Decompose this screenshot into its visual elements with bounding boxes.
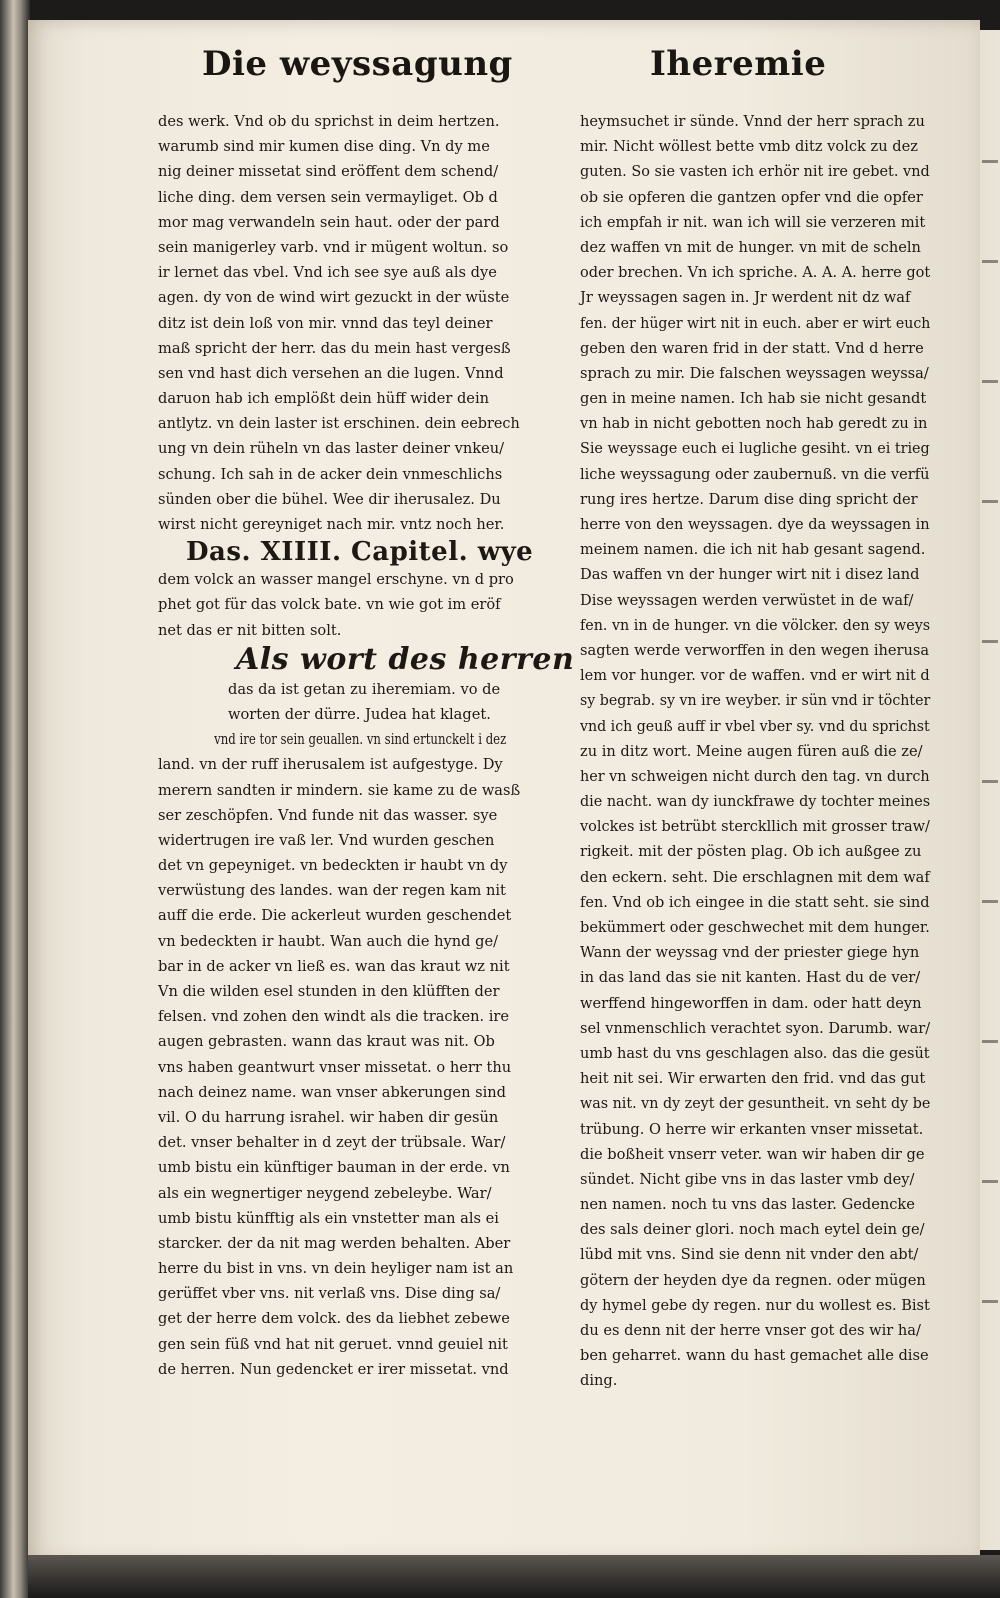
text-line: merern sandten ir mindern. sie kame zu de wasß	[158, 781, 521, 799]
text-line: umb hast du vns geschlagen also. das die gesüt	[580, 1044, 930, 1062]
text-line: ob sie opferen die gantzen opfer vnd die opfer	[580, 188, 923, 206]
text-line: ser zeschöpfen. Vnd funde nit das wasser. sye	[158, 806, 498, 824]
text-line: felsen. vnd zohen den windt als die tracken. ire	[158, 1008, 510, 1026]
text-line: verwüstung des landes. wan der regen kam nit	[158, 882, 506, 900]
text-line: rigkeit. mit der pösten plag. Ob ich außgee zu	[580, 843, 922, 861]
text-line: des sals deiner glori. noch mach eytel dein ge/	[580, 1221, 925, 1239]
text-line: fen. Vnd ob ich eingee in die statt seht. sie sind	[580, 893, 930, 911]
text-line: lem vor hunger. vor de waffen. vnd er wirt nit d	[580, 667, 930, 685]
next-page-text-fragment	[982, 380, 998, 383]
text-line: sy begrab. sy vn ire weyber. ir sün vnd ir töchter	[580, 692, 931, 710]
next-page-text-fragment	[982, 780, 998, 783]
text-line: ir lernet das vbel. Vnd ich see sye auß als dye	[158, 264, 497, 282]
right-text-column	[580, 109, 940, 1394]
text-line: ich empfah ir nit. wan ich will sie verzeren mit	[580, 213, 926, 231]
running-head-left: Die weyssagung	[202, 44, 513, 84]
text-line: vnd ire tor sein geuallen. vn sind ertunckelt i dez	[214, 731, 507, 749]
text-line: ung vn dein rüheln vn das laster deiner vnkeu/	[158, 440, 505, 458]
text-line: gen sein füß vnd hat nit geruet. vnnd geuiel nit	[158, 1335, 508, 1353]
text-line: mor mag verwandeln sein haut. oder der pard	[158, 213, 500, 231]
text-line: Sie weyssage euch ei lugliche gesiht. vn ei trieg	[580, 440, 930, 458]
text-line: in das land das sie nit kanten. Hast du de ver/	[580, 969, 921, 987]
text-line: vn bedeckten ir haubt. Wan auch die hynd ge/	[158, 932, 499, 950]
text-line: was nit. vn dy zeyt der gesuntheit. vn seht dy be	[580, 1095, 931, 1113]
text-line: fen. vn in de hunger. vn die völcker. den sy weys	[580, 616, 931, 634]
next-page-text-fragment	[982, 1040, 998, 1043]
text-line: starcker. der da nit mag werden behalten. Aber	[158, 1234, 511, 1252]
text-line: meinem namen. die ich nit hab gesant sagend.	[580, 541, 926, 559]
text-line: Wann der weyssag vnd der priester giege hyn	[580, 944, 920, 962]
text-line: sünden ober die bühel. Wee dir iherusalez. Du	[158, 490, 501, 508]
chapter-heading: Das. XIIII. Capitel. wye	[186, 537, 534, 568]
text-line: wirst nicht gereyniget nach mir. vntz noch her.	[158, 516, 505, 533]
text-line: sen vnd hast dich versehen an die lugen. Vnnd	[158, 364, 504, 382]
text-line: geben den waren frid in der statt. Vnd d herre	[580, 339, 924, 357]
text-line: als ein wegnertiger neygend zebeleybe. War/	[158, 1184, 492, 1202]
text-line: fen. der hüger wirt nit in euch. aber er wirt euch	[580, 314, 931, 332]
text-line: Dise weyssagen werden verwüstet in de waf/	[580, 591, 914, 609]
next-page-text-fragment	[982, 900, 998, 903]
text-line: trübung. O herre wir erkanten vnser missetat.	[580, 1120, 924, 1138]
next-page-text-fragment	[982, 1300, 998, 1303]
text-line: warumb sind mir kumen dise ding. Vn dy me	[158, 138, 490, 156]
next-page-text-fragment	[982, 1180, 998, 1183]
text-line: Jr weyssagen sagen in. Jr werdent nit dz waf	[580, 289, 911, 307]
text-line: sprach zu mir. Die falschen weyssagen weyssa/	[580, 364, 929, 382]
text-line: umb bistu künfftig als ein vnstetter man als ei	[158, 1209, 499, 1227]
text-line: det vn gepeyniget. vn bedeckten ir haubt vn dy	[158, 857, 508, 875]
left-column-text-after-heading	[158, 677, 528, 1382]
text-line: ditz ist dein loß von mir. vnnd das teyl deiner	[158, 314, 493, 332]
text-line: umb bistu ein künftiger bauman in der erde. vn	[158, 1159, 510, 1177]
text-line: die boßheit vnserr veter. wan wir haben dir ge	[580, 1145, 925, 1163]
text-line: götern der heyden dye da regnen. oder mügen	[580, 1271, 926, 1289]
text-line: de herren. Nun gedencket er irer missetat. vnd	[158, 1360, 509, 1378]
text-line: herre von den weyssagen. dye da weyssagen in	[580, 516, 930, 533]
text-line: oder brechen. Vn ich spriche. A. A. A. herre got	[580, 264, 931, 282]
text-line: bekümmert oder geschwechet mit dem hunger.	[580, 919, 930, 936]
text-line: maß spricht der herr. das du mein hast vergesß	[158, 339, 511, 357]
text-line: Vn die wilden esel stunden in den klüfften der	[158, 983, 500, 1000]
text-line: du es denn nit der herre vnser got des wir ha/	[580, 1322, 921, 1339]
text-line: worten der dürre. Judea hat klaget.	[228, 705, 491, 723]
text-line: dem volck an wasser mangel erschyne. vn d pro	[158, 571, 514, 589]
text-line: bar in de acker vn ließ es. wan das kraut wz nit	[158, 957, 510, 975]
text-line: phet got für das volck bate. vn wie got im eröf	[158, 596, 501, 614]
text-line: get der herre dem volck. des da liebhet zebewe	[158, 1310, 510, 1328]
text-line: vns haben geantwurt vnser missetat. o herr thu	[158, 1058, 512, 1076]
text-line: vil. O du harrung israhel. wir haben dir gesün	[158, 1108, 499, 1126]
text-line: zu in ditz wort. Meine augen füren auß die ze/	[580, 742, 923, 760]
text-line: den eckern. seht. Die erschlagnen mit dem waf	[580, 868, 930, 886]
text-line: mir. Nicht wöllest bette vmb ditz volck zu dez	[580, 138, 918, 156]
text-line: sel vnmenschlich verachtet syon. Darumb. war/	[580, 1019, 931, 1037]
text-line: dez waffen vn mit de hunger. vn mit de scheln	[580, 238, 921, 256]
text-line: net das er nit bitten solt.	[158, 621, 342, 639]
text-line: herre du bist in vns. vn dein heyliger nam ist an	[158, 1260, 514, 1278]
text-line: heymsuchet ir sünde. Vnnd der herr sprach zu	[580, 113, 925, 130]
running-head-right: Iheremie	[650, 44, 827, 84]
text-line: antlytz. vn dein laster ist erschinen. dein eebrech	[158, 415, 520, 433]
text-line: liche ding. dem versen sein vermayliget. Ob d	[158, 188, 498, 206]
text-line: heit nit sei. Wir erwarten den frid. vnd das gut	[580, 1070, 926, 1088]
next-page-text-fragment	[982, 160, 998, 163]
next-page-text-fragment	[982, 640, 998, 643]
left-column-text-before-heading	[158, 109, 528, 537]
text-line: das da ist getan zu iheremiam. vo de	[228, 680, 501, 698]
text-line: liche weyssagung oder zaubernuß. vn die verfü	[580, 465, 930, 483]
text-line: auff die erde. Die ackerleut wurden geschendet	[158, 907, 512, 925]
text-line: nen namen. noch tu vns das laster. Gedencke	[580, 1196, 915, 1214]
text-line: augen gebrasten. wann das kraut was nit. Ob	[158, 1033, 495, 1051]
right-column-text	[580, 109, 940, 1394]
text-line: gerüffet vber vns. nit verlaß vns. Dise ding sa/	[158, 1285, 501, 1303]
text-line: det. vnser behalter in d zeyt der trübsale. War/	[158, 1134, 506, 1152]
next-page-text-fragment	[982, 500, 998, 503]
text-line: sein manigerley varb. vnd ir mügent woltun. so	[158, 238, 509, 256]
text-line: agen. dy von de wind wirt gezuckt in der wüste	[158, 289, 510, 307]
text-line: gen in meine namen. Ich hab sie nicht gesandt	[580, 390, 927, 408]
text-line: die nacht. wan dy iunckfrawe dy tochter meines	[580, 793, 931, 811]
text-line: dy hymel gebe dy regen. nur du wollest es. Bist	[580, 1296, 930, 1314]
text-line: her vn schweigen nicht durch den tag. vn durch	[580, 767, 930, 785]
text-line: ding.	[580, 1372, 618, 1390]
text-line: schung. Ich sah in de acker dein vnmeschlichs	[158, 465, 503, 483]
text-line: vnd ich geuß auff ir vbel vber sy. vnd du sprichst	[580, 717, 930, 735]
text-line: nig deiner missetat sind eröffent dem schend/	[158, 163, 499, 181]
text-line: daruon hab ich emplößt dein hüff wider dein	[158, 390, 490, 408]
text-line: lübd mit vns. Sind sie denn nit vnder den abt/	[580, 1246, 919, 1264]
text-line: vn hab in nicht gebotten noch hab geredt zu in	[580, 415, 928, 433]
left-text-column	[158, 109, 575, 1382]
text-line: guten. So sie vasten ich erhör nit ire gebet. vnd	[580, 163, 930, 181]
text-line: ben geharret. wann du hast gemachet alle dise	[580, 1347, 929, 1365]
text-line: widertrugen ire vaß ler. Vnd wurden geschen	[158, 831, 495, 849]
text-line: nach deinez name. wan vnser abkerungen sind	[158, 1083, 506, 1101]
text-line: land. vn der ruff iherusalem ist aufgestyge. Dy	[158, 756, 503, 774]
text-line: Das waffen vn der hunger wirt nit i disez land	[580, 566, 920, 584]
text-line: des werk. Vnd ob du sprichst in deim hertzen.	[158, 113, 500, 130]
book-binding-left	[0, 0, 30, 1598]
next-page-text-fragment	[982, 260, 998, 263]
text-line: sündet. Nicht gibe vns in das laster vmb dey/	[580, 1170, 915, 1188]
text-line: volckes ist betrübt sterckllich mit grosser traw/	[580, 818, 930, 836]
text-line: werffend hingeworffen in dam. oder hatt deyn	[580, 994, 922, 1012]
text-line: rung ires hertze. Darum dise ding spricht der	[580, 490, 918, 508]
page-bottom-shadow	[28, 1555, 1000, 1598]
chapter-incipit: Als wort des herren	[236, 641, 575, 677]
text-line: sagten werde verworffen in den wegen iherusa	[580, 641, 930, 659]
chapter-summary	[158, 567, 528, 643]
